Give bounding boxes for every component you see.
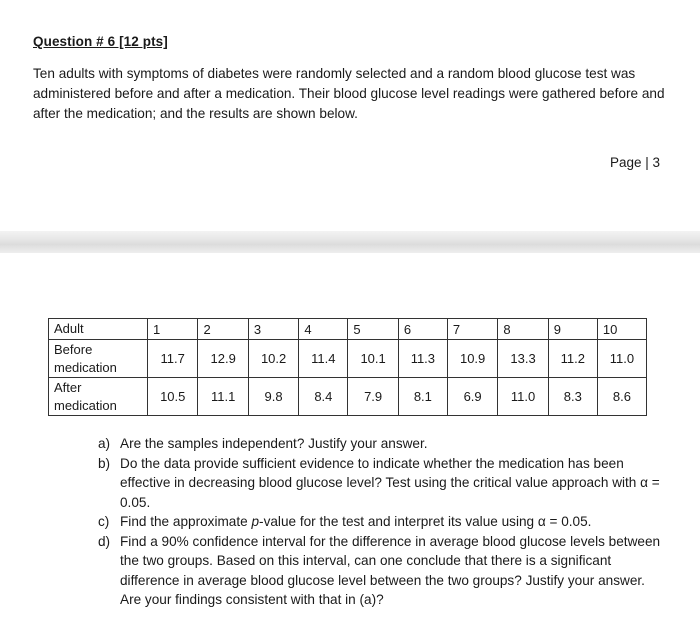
before-cell: 11.4 — [299, 340, 348, 378]
after-cell: 11.1 — [198, 378, 248, 416]
adult-cell: 8 — [498, 319, 548, 340]
after-cell: 10.5 — [148, 378, 198, 416]
before-cell: 10.2 — [248, 340, 298, 378]
after-cell: 8.6 — [597, 378, 646, 416]
row-label-adult: Adult — [49, 319, 148, 340]
question-item-a — [98, 434, 666, 454]
adult-cell: 9 — [548, 319, 597, 340]
question-text: -value for the test and interpret its value using α = 0.05. — [259, 514, 592, 529]
question-text: Find the approximate — [120, 514, 252, 529]
table-row-before — [49, 340, 647, 378]
after-cell: 8.3 — [548, 378, 597, 416]
adult-cell: 1 — [148, 319, 198, 340]
page-break-divider — [0, 231, 700, 253]
adult-cell: 5 — [348, 319, 398, 340]
question-list — [98, 434, 666, 610]
question-item-b — [98, 454, 666, 513]
adult-cell: 10 — [597, 319, 646, 340]
question-intro: Ten adults with symptoms of diabetes were randomly selected and a random blood glucose test was administered before and after a medication. Their blood glucose level readings were gathered before and after the medication; and the results are shown below. — [33, 66, 665, 121]
before-cell: 11.7 — [148, 340, 198, 378]
before-cell: 13.3 — [498, 340, 548, 378]
adult-cell: 6 — [398, 319, 447, 340]
question-heading: Question # 6 [12 pts] — [33, 34, 168, 49]
adult-cell: 2 — [198, 319, 248, 340]
before-cell: 11.3 — [398, 340, 447, 378]
before-cell: 12.9 — [198, 340, 248, 378]
table-row-adult — [49, 319, 647, 340]
question-label: d) — [98, 533, 111, 549]
before-cell: 10.1 — [348, 340, 398, 378]
question-text: Find a 90% confidence interval for the difference in average blood glucose levels between the two groups. Based on this interval, can one conclude that there is a significant difference in average blood glucose level between the two groups? Justify your answer. Are your findings consistent with that in (a)? — [120, 533, 661, 607]
before-cell: 10.9 — [447, 340, 497, 378]
adult-cell: 3 — [248, 319, 298, 340]
question-text-italic: p — [251, 514, 260, 529]
adult-cell: 7 — [447, 319, 497, 340]
row-label-after: After medication — [49, 378, 148, 416]
question-text: Are the samples independent? Justify your answer. — [120, 436, 428, 451]
row-label-before: Before medication — [49, 340, 148, 378]
question-item-c — [98, 512, 666, 532]
adult-cell: 4 — [299, 319, 348, 340]
before-cell: 11.2 — [548, 340, 597, 378]
after-cell: 9.8 — [248, 378, 298, 416]
page-number: Page | 3 — [609, 155, 660, 170]
question-label: c) — [98, 514, 110, 529]
before-cell: 11.0 — [597, 340, 646, 378]
question-text: Do the data provide sufficient evidence to indicate whether the medication has been effective in decreasing blood glucose level? Test using the critical value approach with α = 0.05. — [120, 455, 660, 510]
table-row-after — [49, 378, 647, 416]
question-label: a) — [98, 436, 111, 451]
after-cell: 8.4 — [299, 378, 348, 416]
after-cell: 8.1 — [398, 378, 447, 416]
question-item-d — [98, 532, 666, 610]
after-cell: 7.9 — [348, 378, 398, 416]
after-cell: 11.0 — [498, 378, 548, 416]
glucose-table — [48, 318, 647, 416]
question-label: b) — [98, 455, 111, 471]
after-cell: 6.9 — [447, 378, 497, 416]
